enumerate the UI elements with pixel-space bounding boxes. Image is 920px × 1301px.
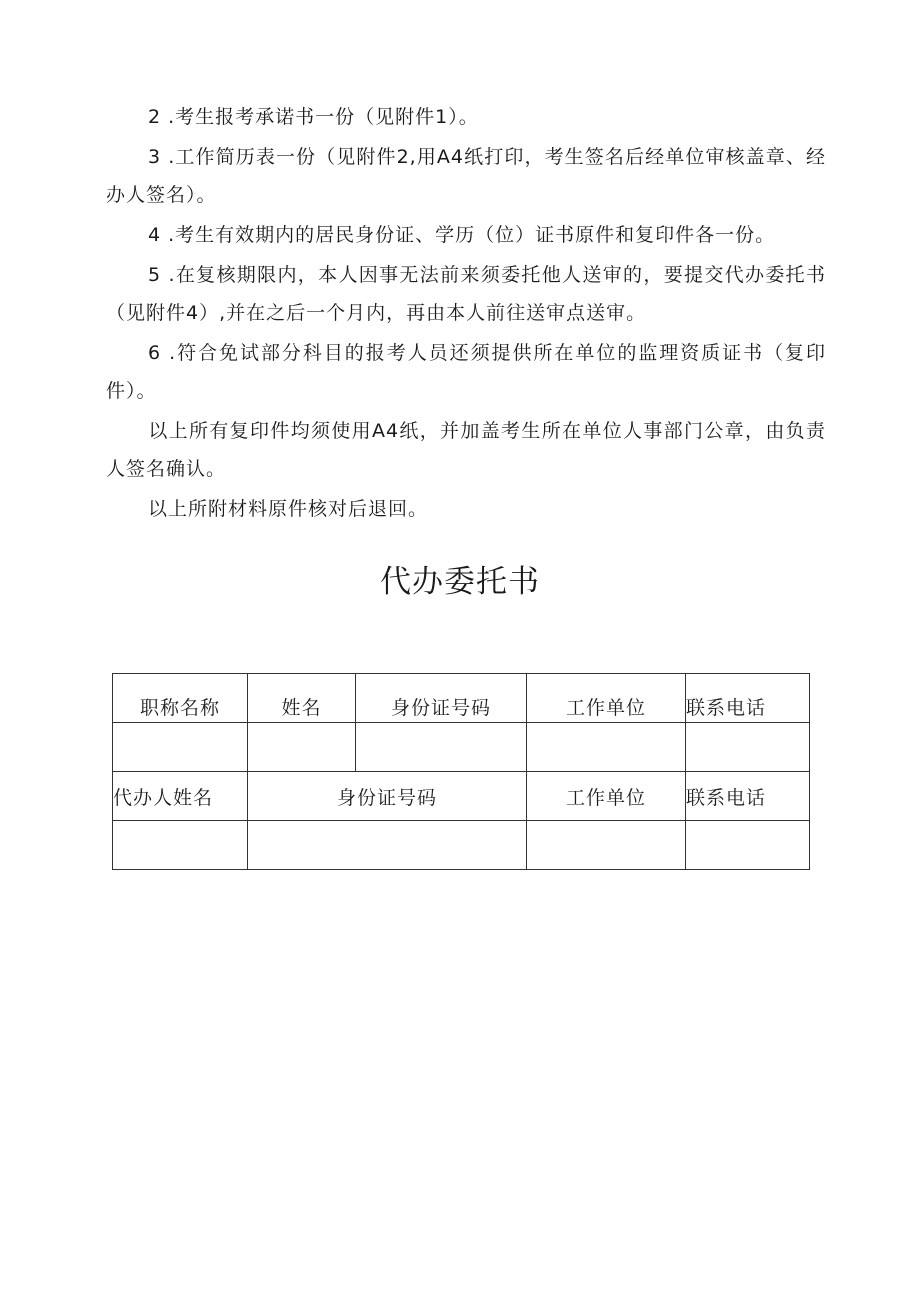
paragraph-text: 5 .在复核期限内，本人因事无法前来须委托他人送审的，要提交代办委托书（见附件4）,并在之后一个月内，再由本人前往送审点送审。 xyxy=(106,264,826,324)
paragraph-item-3 xyxy=(106,138,826,214)
agent-header-row xyxy=(113,772,810,821)
header-cell-phone: 联系电话 xyxy=(686,674,810,723)
applicant-input-row[interactable] xyxy=(113,723,810,772)
input-cell-agent-work-unit[interactable] xyxy=(527,821,686,870)
header-cell-agent-id-number: 身份证号码 xyxy=(248,772,527,821)
paragraph-item-5 xyxy=(106,256,826,332)
paragraph-item-4 xyxy=(106,216,826,254)
paragraph-text: 以上所有复印件均须使用A4纸，并加盖考生所在单位人事部门公章，由负责人签名确认。 xyxy=(106,420,826,480)
paragraph-text: 2 .考生报考承诺书一份（见附件1）。 xyxy=(148,106,479,128)
input-cell-phone[interactable] xyxy=(686,723,810,772)
input-cell-name[interactable] xyxy=(248,723,356,772)
applicant-header-row xyxy=(113,674,810,723)
paragraph-text: 4 .考生有效期内的居民身份证、学历（位）证书原件和复印件各一份。 xyxy=(148,224,776,246)
header-cell-agent-phone: 联系电话 xyxy=(686,772,810,821)
paragraph-item-2 xyxy=(106,98,826,136)
paragraph-return-originals xyxy=(106,490,826,528)
input-cell-id-number[interactable] xyxy=(356,723,527,772)
paragraph-text: 6 .符合免试部分科目的报考人员还须提供所在单位的监理资质证书（复印件）。 xyxy=(106,342,826,402)
header-cell-id-number: 身份证号码 xyxy=(356,674,527,723)
paragraph-item-6 xyxy=(106,334,826,410)
header-cell-work-unit: 工作单位 xyxy=(527,674,686,723)
header-cell-title-name: 职称名称 xyxy=(113,674,248,723)
paragraph-copy-requirement xyxy=(106,412,826,488)
header-cell-name: 姓名 xyxy=(248,674,356,723)
paragraph-text: 以上所附材料原件核对后退回。 xyxy=(148,498,429,520)
input-cell-agent-phone[interactable] xyxy=(686,821,810,870)
paragraph-text: 3 .工作简历表一份（见附件2,用A4纸打印，考生签名后经单位审核盖章、经办人签名）。 xyxy=(106,146,826,206)
header-cell-agent-work-unit: 工作单位 xyxy=(527,772,686,821)
input-cell-work-unit[interactable] xyxy=(527,723,686,772)
input-cell-title-name[interactable] xyxy=(113,723,248,772)
agent-input-row[interactable] xyxy=(113,821,810,870)
page-title: 代办委托书 xyxy=(380,564,540,600)
input-cell-agent-id-number[interactable] xyxy=(248,821,527,870)
input-cell-agent-name[interactable] xyxy=(113,821,248,870)
proxy-form-table xyxy=(112,673,810,870)
header-cell-agent-name: 代办人姓名 xyxy=(113,772,248,821)
